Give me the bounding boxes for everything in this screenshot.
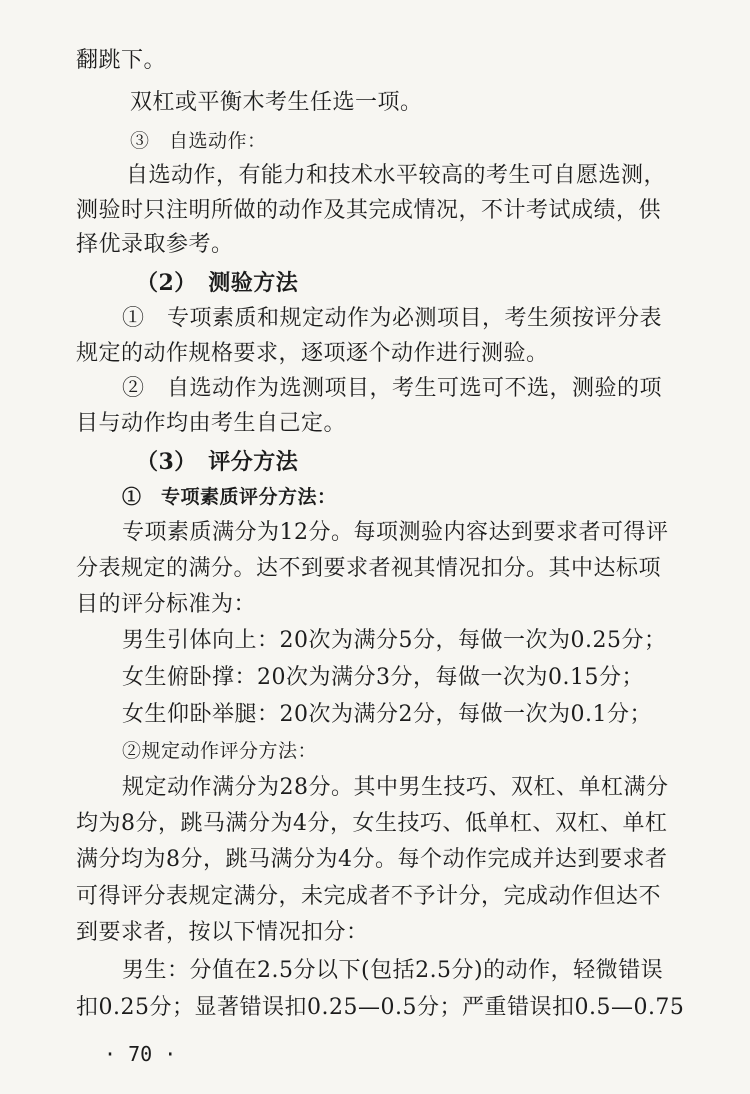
text-line-23: 满分均为8分，跳马满分为4分。每个动作完成并达到要求者 xyxy=(76,847,668,872)
text-line-27: 扣0.25分；显著错误扣0.25—0.5分；严重错误扣0.5—0.75 xyxy=(76,995,685,1020)
text-line-8: ① 专项素质和规定动作为必测项目，考生须按评分表 xyxy=(122,306,663,331)
text-line-25: 到要求者，按以下情况扣分： xyxy=(76,920,369,945)
text-line-16: 目的评分标准为： xyxy=(76,592,257,617)
text-line-4: 自选动作，有能力和技术水平较高的考生可自愿选测， xyxy=(126,163,667,188)
text-line-6: 择优录取参考。 xyxy=(76,232,234,257)
text-line-17: 男生引体向上：20次为满分5分，每做一次为0.25分； xyxy=(122,628,667,653)
subsection-heading-3: ③ 自选动作： xyxy=(130,130,267,152)
text-line-14: 专项素质满分为12分。每项测验内容达到要求者可得评 xyxy=(122,520,669,545)
text-line-10: ② 自选动作为选测项目，考生可选可不选，测验的项 xyxy=(122,376,663,401)
text-line-9: 规定的动作规格要求，逐项逐个动作进行测验。 xyxy=(76,341,549,366)
text-line-2: 双杠或平衡木考生任选一项。 xyxy=(130,90,423,115)
text-line-22: 均为8分，跳马满分为4分，女生技巧、低单杠、双杠、单杠 xyxy=(76,811,668,836)
text-line-19: 女生仰卧举腿：20次为满分2分，每做一次为0.1分； xyxy=(122,702,652,727)
subsection-heading-2: ②规定动作评分方法： xyxy=(122,740,318,762)
text-line-15: 分表规定的满分。达不到要求者视其情况扣分。其中达标项 xyxy=(76,556,662,581)
section-heading-2: （2） 测验方法 xyxy=(136,270,299,296)
text-line-21: 规定动作满分为28分。其中男生技巧、双杠、单杠满分 xyxy=(122,775,669,800)
text-line-11: 目与动作均由考生自己定。 xyxy=(76,411,347,436)
text-line-18: 女生俯卧撑：20次为满分3分，每做一次为0.15分； xyxy=(122,665,644,690)
subsection-heading-1: ① 专项素质评分方法： xyxy=(122,486,337,508)
section-heading-3: （3） 评分方法 xyxy=(136,449,299,475)
text-line-1: 翻跳下。 xyxy=(76,48,167,73)
page-number: · 70 · xyxy=(104,1042,177,1066)
text-line-24: 可得评分表规定满分，未完成者不予计分，完成动作但达不 xyxy=(76,884,662,909)
text-line-5: 测验时只注明所做的动作及其完成情况，不计考试成绩，供 xyxy=(76,198,662,223)
text-line-26: 男生：分值在2.5分以下(包括2.5分)的动作，轻微错误 xyxy=(122,958,664,983)
